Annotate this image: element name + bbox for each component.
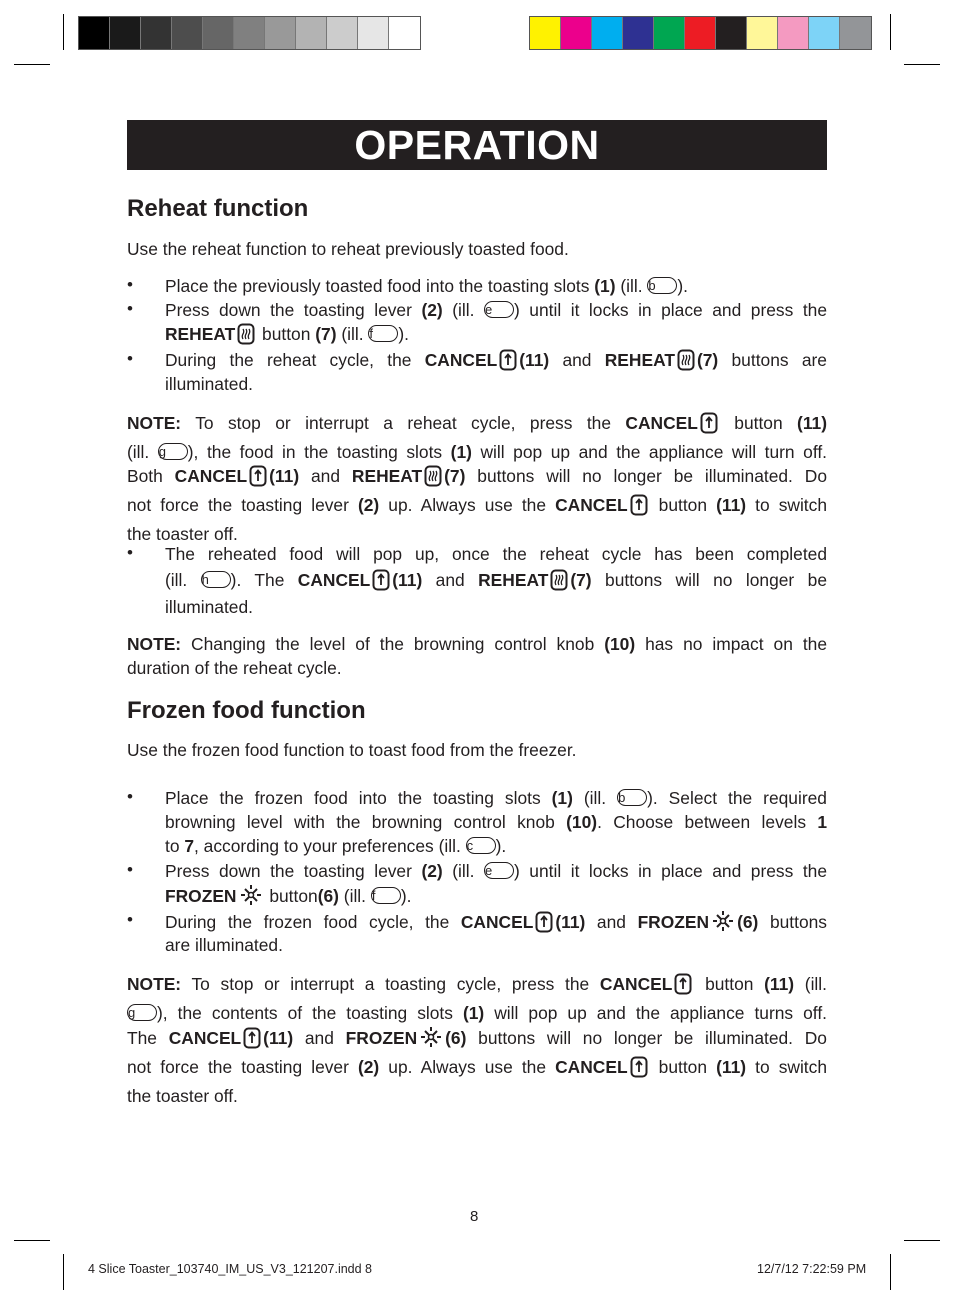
color-swatch [685,17,716,49]
reheat-note-2: NOTE: Changing the level of the browning control knob (10) has no impact on the duration of the reheat cycle. [127,634,828,678]
gray-swatch [296,17,327,49]
frozen-note: NOTE: To stop or interrupt a toasting cycle, press the CANCEL button (11) (ill. g ), the contents of the toasting slots (1) will pop up and the appliance turns off. The CANCEL (11) and FROZEN (6) buttons will no longer be illuminated. Do not force the toasting lever (2) up. Always use the CANCEL button (11) to switch the toaster off. [127,974,828,1106]
cancel-icon [499,349,517,377]
illustration-ref: e [484,862,514,879]
cancel-icon [372,569,390,600]
bullet-marker: • [127,275,133,294]
frozen-icon [419,1025,443,1055]
gray-swatch [79,17,110,49]
cancel-icon [630,1056,648,1084]
illustration-ref: f [371,887,401,904]
gray-swatch [389,17,420,49]
gray-swatch [172,17,203,49]
color-swatch [592,17,623,49]
color-swatch [809,17,840,49]
reheat-bullet-4: The reheated food will pop up, once the reheat cycle has been completed (ill. h ). The CANCEL (11) and REHEAT (7) buttons will no longer be illuminated. [165,544,827,617]
color-swatch [747,17,778,49]
bullet-marker: • [127,349,133,368]
reheat-bullet-3: During the reheat cycle, the CANCEL (11) and REHEAT (7) buttons are illuminated. [165,350,827,394]
cancel-icon [674,973,692,1001]
grayscale-bar [78,16,421,50]
crop-mark [63,14,64,50]
bullet-marker: • [127,860,133,879]
illustration-ref: h [201,571,231,588]
crop-mark [14,1240,50,1241]
reheat-icon [424,465,442,493]
color-swatch [654,17,685,49]
illustration-ref: c [466,837,496,854]
gray-swatch [234,17,265,49]
color-swatch [530,17,561,49]
bullet-marker: • [127,299,133,318]
crop-mark [890,1254,891,1290]
process-color-bar [529,16,872,50]
crop-mark [904,64,940,65]
color-swatch [840,17,871,49]
illustration-ref: g [158,443,188,460]
bullet-marker: • [127,910,133,929]
date-slug: 12/7/12 7:22:59 PM [757,1262,867,1276]
reheat-icon [677,349,695,377]
color-swatch [778,17,809,49]
cancel-icon [243,1027,261,1055]
crop-mark [890,14,891,50]
file-slug: 4 Slice Toaster_103740_IM_US_V3_121207.indd 8 [88,1262,373,1276]
color-swatch [561,17,592,49]
reheat-bullet-2: Press down the toasting lever (2) (ill. e ) until it locks in place and press the REHEAT button (7) (ill. f ). [165,298,827,346]
gray-swatch [327,17,358,49]
cancel-icon [535,911,553,939]
gray-swatch [141,17,172,49]
reheat-bullet-1: Place the previously toasted food into the toasting slots (1) (ill. b ). [165,276,689,296]
bullet-marker: • [127,787,133,806]
crop-mark [63,1254,64,1290]
frozen-icon [711,909,735,939]
reheat-heading: Reheat function [127,195,309,222]
frozen-bullet-2: Press down the toasting lever (2) (ill. e ) until it locks in place and press the FROZEN button(6) (ill. f ). [165,859,827,907]
illustration-ref: g [127,1004,157,1021]
reheat-intro: Use the reheat function to reheat previously toasted food. [127,239,569,259]
illustration-ref: b [647,277,677,294]
gray-swatch [265,17,296,49]
reheat-note-1: NOTE: To stop or interrupt a reheat cycle, press the CANCEL button (11) (ill. g ), the food in the toasting slots (1) will pop up and the appliance will turn off. Both CANCEL (11) and REHEAT (7) buttons will no longer be illuminated. Do not force the toasting lever (2) up. Always use the CANCEL button (11) to switch the toaster off. [127,413,828,544]
page-title: OPERATION [127,120,827,170]
frozen-heading: Frozen food function [127,697,366,724]
gray-swatch [203,17,234,49]
cancel-icon [249,465,267,493]
crop-mark [14,64,50,65]
cancel-icon [630,494,648,522]
frozen-bullet-3: During the frozen food cycle, the CANCEL (11) and FROZEN (6) buttons are illuminated. [165,909,827,957]
bullet-marker: • [127,543,133,562]
gray-swatch [358,17,389,49]
page-number: 8 [470,1208,479,1225]
frozen-intro: Use the frozen food function to toast food from the freezer. [127,740,577,760]
gray-swatch [110,17,141,49]
illustration-ref: f [368,325,398,342]
reheat-icon [237,323,255,351]
frozen-bullet-1: Place the frozen food into the toasting slots (1) (ill. b ). Select the required browning level with the browning control knob (10). Choose between levels 1 to 7, according to your preferences (ill. c ). [165,788,827,856]
crop-mark [904,1240,940,1241]
reheat-icon [550,569,568,600]
cancel-icon [700,412,718,440]
color-swatch [716,17,747,49]
illustration-ref: e [484,301,514,318]
illustration-ref: b [617,789,647,806]
color-swatch [623,17,654,49]
